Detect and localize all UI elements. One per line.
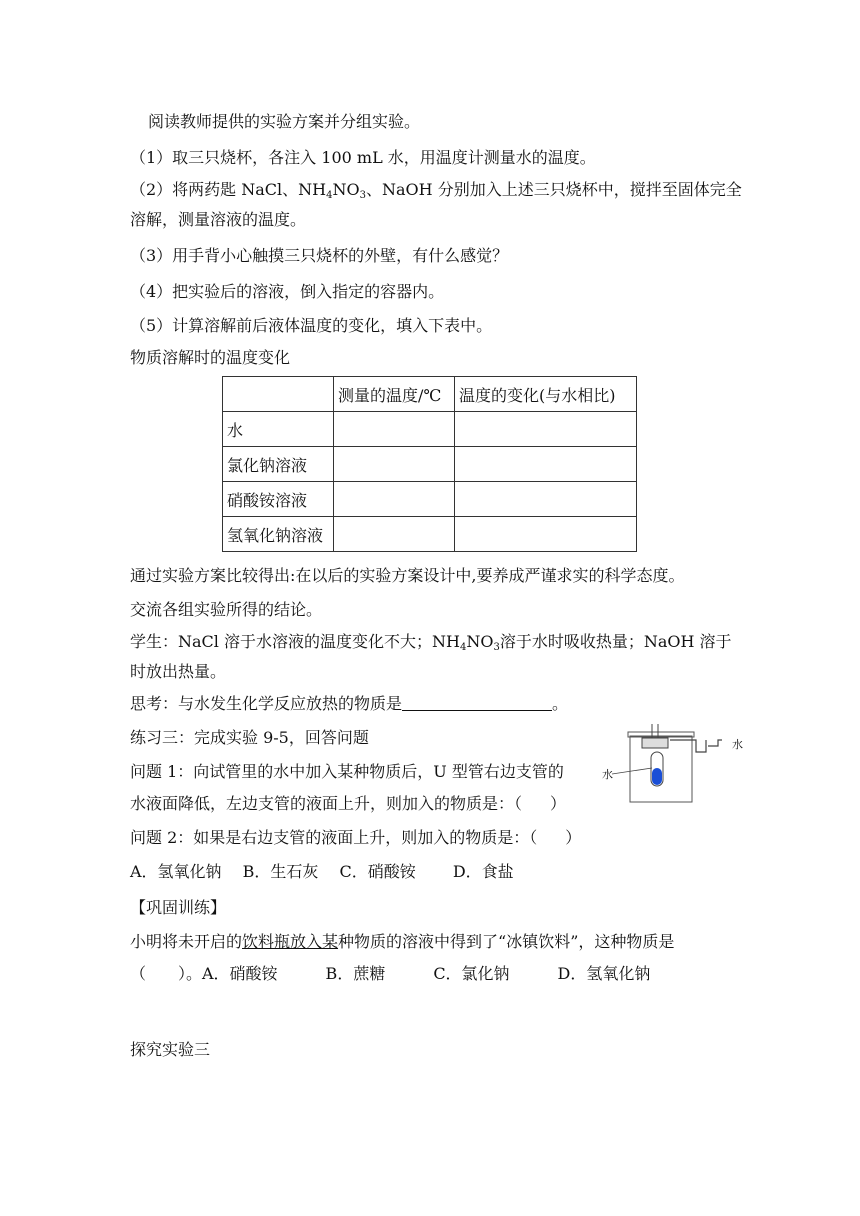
temperature-table	[222, 376, 637, 552]
student-answer: 学生：NaCl 溶于水溶液的温度变化不大；$NH_4NO_3$溶于水时吸收热量；NaOH 溶于	[130, 632, 732, 653]
label-pointer	[612, 768, 652, 774]
figure-label-right: 水	[732, 738, 743, 751]
table-row	[223, 482, 637, 517]
figure-label-left: 水	[602, 768, 613, 781]
table-header-cell	[223, 377, 334, 412]
table-caption: 物质溶解时的温度变化	[130, 348, 291, 367]
table-cell	[455, 482, 637, 517]
consolidate-title: 【巩固训练】	[130, 898, 227, 917]
table-row	[223, 447, 637, 482]
answer-options: A．氢氧化钠 B．生石灰 C．硝酸铵 D．食盐	[130, 862, 514, 881]
u-tube-right-arm	[708, 740, 722, 746]
step-2: （2）将两药匙 NaCl、$NH_4NO_3$、NaOH 分别加入上述三只烧杯中，搅拌至固体完全	[130, 180, 742, 201]
table-cell: 水	[223, 412, 334, 447]
table-cell	[334, 447, 455, 482]
u-tube-apparatus-figure	[600, 722, 760, 806]
step-3: （3）用手背小心触摸三只烧杯的外壁，有什么感觉？	[130, 246, 509, 265]
table-header-row	[223, 377, 637, 412]
table-cell	[334, 412, 455, 447]
question-1-line-2: 水液面降低，左边支管的液面上升，则加入的物质是：（ ）	[130, 794, 567, 813]
table-cell	[334, 482, 455, 517]
answer-blank[interactable]	[402, 696, 552, 711]
conclusion-text-2: 交流各组实验所得的结论。	[130, 600, 323, 619]
table-cell	[455, 517, 637, 552]
student-answer-continued: 时放出热量。	[130, 662, 227, 681]
table-header-cell: 测量的温度/℃	[334, 377, 455, 412]
step-4: （4）把实验后的溶液，倒入指定的容器内。	[130, 282, 445, 301]
u-tube	[670, 740, 706, 752]
table-header-cell: 温度的变化(与水相比)	[455, 377, 637, 412]
step-2-continued: 溶解，测量溶液的温度。	[130, 210, 307, 229]
table-cell: 硝酸铵溶液	[223, 482, 334, 517]
exercise-line-1: 小明将未开启的饮料瓶放入某种物质的溶液中得到了“冰镇饮料”，这种物质是	[130, 932, 675, 951]
intro-text: 阅读教师提供的实验方案并分组实验。	[148, 112, 421, 131]
conclusion-text-1: 通过实验方案比较得出:在以后的实验方案设计中,要养成严谨求实的科学态度。	[130, 566, 685, 585]
exercise-line-2: （ ）。A．硝酸铵 B．蔗糖 C．氯化钠 D．氢氧化钠	[130, 964, 651, 983]
table-cell	[334, 517, 455, 552]
step-5: （5）计算溶解前后液体温度的变化，填入下表中。	[130, 316, 493, 335]
question-1-line-1: 问题 1：向试管里的水中加入某种物质后，U 型管右边支管的	[130, 762, 564, 781]
table-cell	[455, 447, 637, 482]
table-cell	[455, 412, 637, 447]
cork	[642, 738, 668, 748]
table-cell: 氢氧化钠溶液	[223, 517, 334, 552]
step-1: （1）取三只烧杯，各注入 100 mL 水，用温度计测量水的温度。	[130, 148, 596, 167]
table-row	[223, 412, 637, 447]
table-cell: 氯化钠溶液	[223, 447, 334, 482]
question-2: 问题 2：如果是右边支管的液面上升，则加入的物质是：（ ）	[130, 828, 582, 847]
practice-title: 练习三：完成实验 9-5，回答问题	[130, 728, 369, 747]
explore-title: 探究实验三	[130, 1040, 211, 1059]
table-row	[223, 517, 637, 552]
liquid-fill	[652, 768, 662, 785]
think-question: 思考：与水发生化学反应放热的物质是 。	[130, 694, 569, 713]
